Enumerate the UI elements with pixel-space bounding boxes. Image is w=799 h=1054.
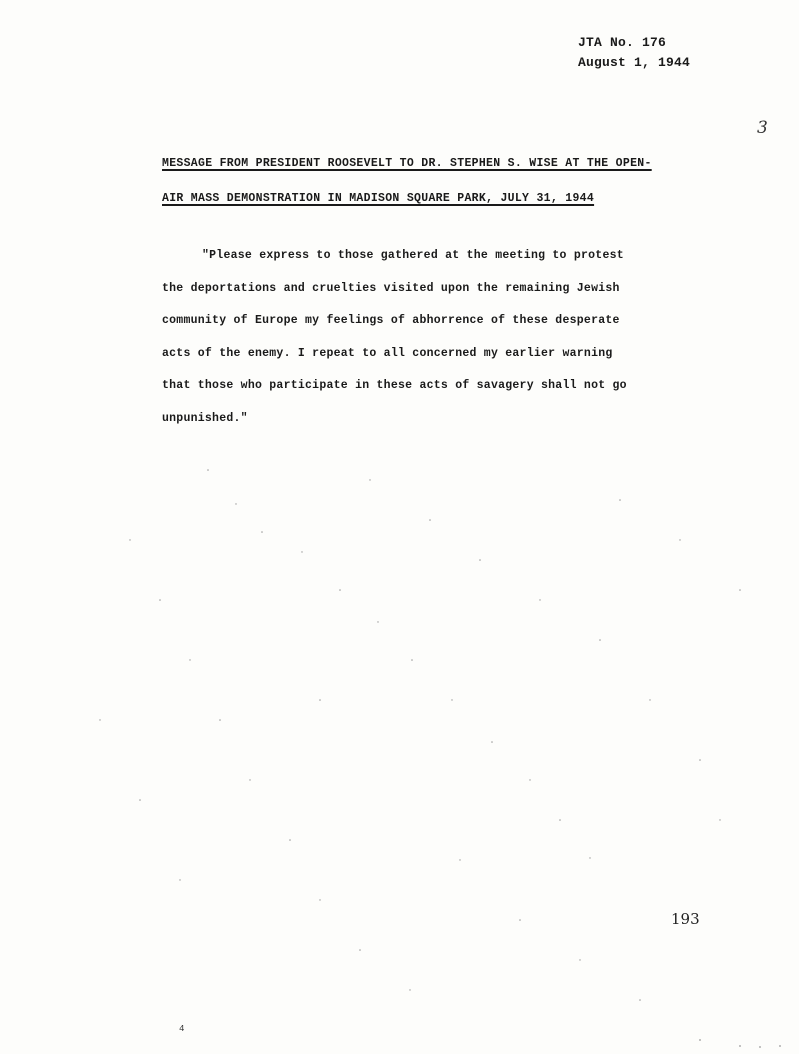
footer-mark: 4 [179,1024,185,1034]
document-number: JTA No. 176 [578,35,667,50]
body-line: community of Europe my feelings of abhorrence of these desperate [162,314,620,327]
page-number: 193 [671,910,700,928]
body-line: the deportations and cruelties visited upon the remaining Jewish [162,281,620,295]
message-body [162,240,692,435]
body-line: unpunished." [162,411,248,425]
title-line: MESSAGE FROM PRESIDENT ROOSEVELT TO DR. STEPHEN S. WISE AT THE OPEN- [162,157,652,170]
document-date: August 1, 1944 [578,55,691,70]
body-line: "Please express to those gathered at the meeting to protest [202,249,624,262]
document-title [162,146,662,216]
title-line: AIR MASS DEMONSTRATION IN MADISON SQUARE PARK, JULY 31, 1944 [162,192,595,205]
body-line: that those who participate in these acts of savagery shall not go [162,379,627,392]
margin-note: 3 [757,118,768,138]
document-header [578,33,690,73]
body-line: acts of the enemy. I repeat to all concerned my earlier warning [162,346,613,360]
